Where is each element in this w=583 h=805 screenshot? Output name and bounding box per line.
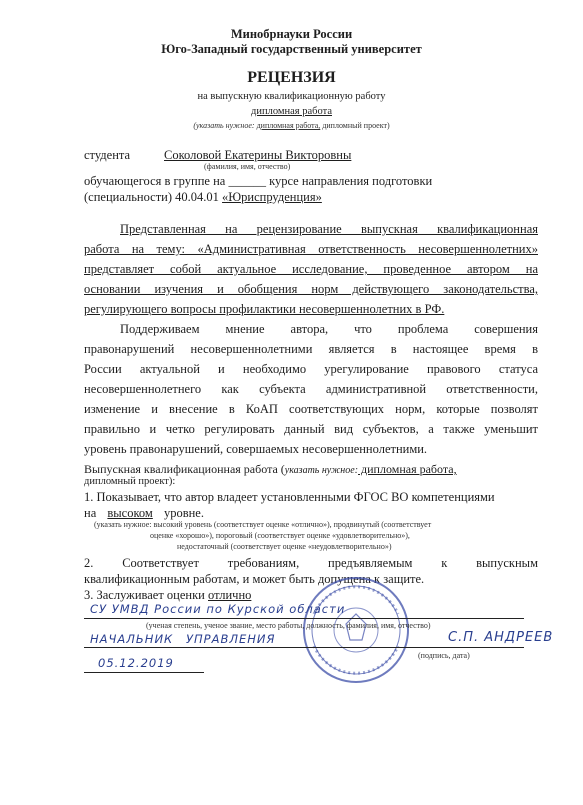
signature-underline <box>84 647 524 648</box>
official-stamp <box>300 574 412 686</box>
level-hint: (указать нужное: высокий уровень (соответствует оценке «отлично»), продвинутый (соответствует <box>94 520 432 529</box>
paragraph1-line: работа на тему: «Административная ответственность несовершеннолетних» <box>84 242 538 256</box>
assessment-item2: 2. Соответствует требованиям, предъявляемым к выпускным <box>84 556 538 570</box>
paragraph1-line: представляет собой актуальное исследование, проведенное автором на <box>84 262 538 276</box>
paragraph1-line: основании изучения и обобщения норм действующего законодательства, <box>84 282 538 296</box>
assessment-item1: 1. Показывает, что автор владеет установленными ФГОС ВО компетенциями <box>84 490 495 504</box>
assessment-item2-cont: квалификационным работам, и может быть допущена к защите. <box>84 572 425 586</box>
ministry-heading: Минобрнауки России <box>230 27 353 41</box>
student-name-hint: (фамилия, имя, отчество) <box>204 162 291 171</box>
course-line: обучающегося в группе на ______ курсе направления подготовки <box>84 174 433 188</box>
assessment-intro-cont: дипломный проект): <box>84 476 176 487</box>
reviewer-department: УПРАВЛЕНИЯ <box>186 632 276 646</box>
level-hint: недостаточный (соответствует оценке «неудовлетворительно») <box>177 542 392 551</box>
reviewer-position: НАЧАЛЬНИК <box>90 632 174 646</box>
signature-date: 05.12.2019 <box>98 656 174 670</box>
paragraph1-line: Представленная на рецензирование выпускная квалификационная <box>120 222 538 236</box>
paragraph2-line: России актуальной и необходимо урегулирование правового статуса <box>84 362 538 376</box>
specialty-line: (специальности) 40.04.01 «Юриспруденция» <box>84 190 322 204</box>
assessment-item1-level: на высоком уровне. <box>84 506 204 520</box>
org-underline <box>84 618 524 619</box>
student-name: Соколовой Екатерины Викторовны <box>164 148 352 162</box>
paragraph2-line: несовершеннолетнего как субъекта административной ответственности, <box>84 382 538 396</box>
paragraph2-line: правильно и четко регулировать данный вид субъектов, а также уменьшит <box>84 422 538 436</box>
reviewer-organization: СУ УМВД России по Курской области <box>90 602 346 616</box>
date-underline <box>84 672 204 673</box>
paragraph2-line: изменение и внесение в КоАП соответствующих норм, которые позволят <box>84 402 538 416</box>
work-type-hint: (указать нужное: дипломная работа, дипломный проект) <box>193 121 390 130</box>
assessment-intro: Выпускная квалификационная работа (указать нужное: дипломная работа, <box>84 462 457 476</box>
reviewer-signature: С.П. АНДРЕЕВ <box>448 630 554 645</box>
document-title: РЕЦЕНЗИЯ <box>247 69 336 86</box>
student-label: студента <box>84 148 131 162</box>
document-subtitle: на выпускную квалификационную работу <box>197 91 386 102</box>
paragraph1-line: регулирующего вопросы профилактики несовершеннолетних в РФ. <box>84 302 445 316</box>
university-heading: Юго-Западный государственный университет <box>161 42 422 56</box>
paragraph2-line: правонарушений несовершеннолетними является в настоящее время в <box>84 342 538 356</box>
paragraph2-line: уровень правонарушений, совершаемых несовершеннолетними. <box>84 442 428 456</box>
assessment-item3: 3. Заслуживает оценки отлично <box>84 588 252 602</box>
reviewer-hint: (ученая степень, ученое звание, место работы, должность, фамилия, имя, отчество) <box>146 621 431 630</box>
level-hint: оценке «хорошо»), пороговый (соответствует оценке «удовлетворительно»), <box>150 531 410 540</box>
paragraph2-line: Поддерживаем мнение автора, что проблема совершения <box>120 322 538 336</box>
signature-hint: (подпись, дата) <box>418 651 470 660</box>
work-type: дипломная работа <box>251 106 332 117</box>
